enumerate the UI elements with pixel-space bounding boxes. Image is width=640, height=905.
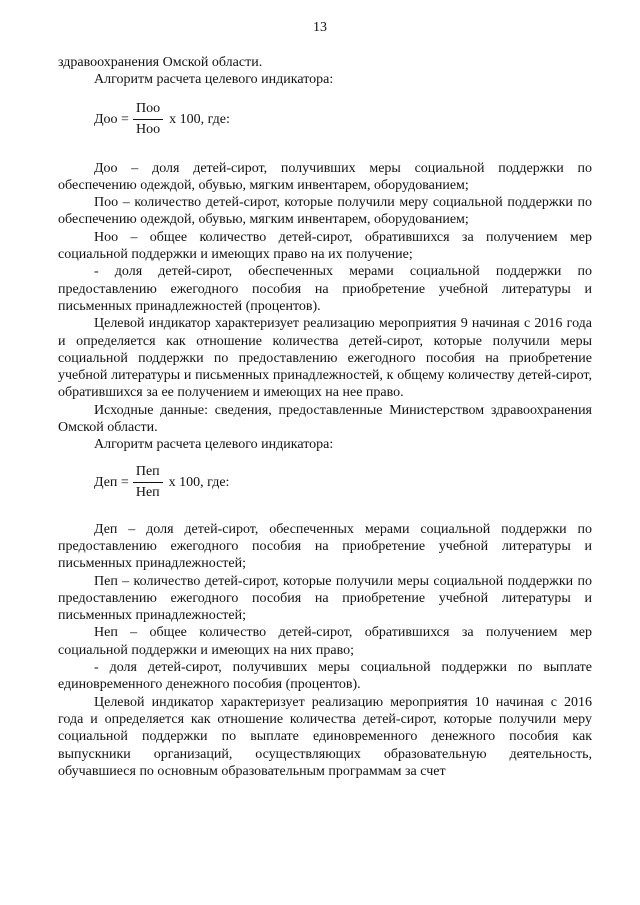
paragraph: Поо – количество детей-сирот, которые получили меру социальной поддержки по обеспечению одеждой, обувью, мягким инвентарем, оборудованием; xyxy=(58,195,592,228)
formula-lhs: Доо = xyxy=(94,111,129,127)
paragraph: Целевой индикатор характеризует реализацию мероприятия 9 начиная с 2016 года и определяется как отношение количества детей-сирот, которые получили меры социальной поддержки по предоставлению ежегодного пособия на приобретение учебной литературы и письменных принадлежностей, к общему количеству детей-сирот, обратившихся за ее получением и имеющих на нее право. xyxy=(58,316,592,401)
paragraph: Алгоритм расчета целевого индикатора: xyxy=(94,437,334,453)
fraction-denominator: Неп xyxy=(135,485,160,501)
formula-rhs: х 100, где: xyxy=(168,474,230,490)
fraction xyxy=(133,101,163,138)
fraction xyxy=(133,464,163,501)
paragraph: Доо – доля детей-сирот, получивших меры социальной поддержки по обеспечению одеждой, обувью, мягким инвентарем, оборудованием; xyxy=(58,160,592,193)
paragraph: - доля детей-сирот, обеспеченных мерами социальной поддержки по предоставлению ежегодного пособия на приобретение учебной литературы и письменных принадлежностей (процентов). xyxy=(58,264,592,314)
paragraph: Исходные данные: сведения, предоставленные Министерством здравоохранения Омской области. xyxy=(58,402,592,436)
paragraph: здравоохранения Омской области. xyxy=(58,55,263,70)
fraction-numerator: Пеп xyxy=(133,464,163,483)
formula-dep xyxy=(94,454,592,512)
fraction-denominator: Ноо xyxy=(135,122,161,138)
formula-rhs: х 100, где: xyxy=(169,111,230,127)
formula-doo xyxy=(94,89,592,151)
paragraph: Пеп – количество детей-сирот, которые получили меры социальной поддержки по предоставлению ежегодного пособия на приобретение учебной литературы и письменных принадлежностей; xyxy=(58,573,592,624)
paragraph: Неп – общее количество детей-сирот, обратившихся за получением мер социальной поддержки и имеющих на них право; xyxy=(58,625,592,658)
fraction-numerator: Поо xyxy=(133,101,163,120)
document-body xyxy=(58,54,592,780)
paragraph: - доля детей-сирот, получивших меры социальной поддержки по выплате единовременного денежного пособия (процентов). xyxy=(58,660,592,693)
paragraph: Целевой индикатор характеризует реализацию мероприятия 10 начиная с 2016 года и определяется как отношение количества детей-сирот, которые получили меру социальной поддержки по выплате единовременного денежного пособия как выпускники организаций, осуществляющих образовательную деятельность, обучавшиеся по основным образовательным программам за счет xyxy=(58,694,592,779)
paragraph: Алгоритм расчета целевого индикатора: xyxy=(94,72,334,88)
page-number: 13 xyxy=(313,20,327,35)
paragraph: Деп – доля детей-сирот, обеспеченных мерами социальной поддержки по предоставлению ежегодного пособия на приобретение учебной литературы и письменных принадлежностей; xyxy=(58,521,592,572)
paragraph: Ноо – общее количество детей-сирот, обратившихся за получением мер социальной поддержки и имеющих право на их получение; xyxy=(58,229,592,263)
formula-lhs: Деп = xyxy=(94,474,129,490)
